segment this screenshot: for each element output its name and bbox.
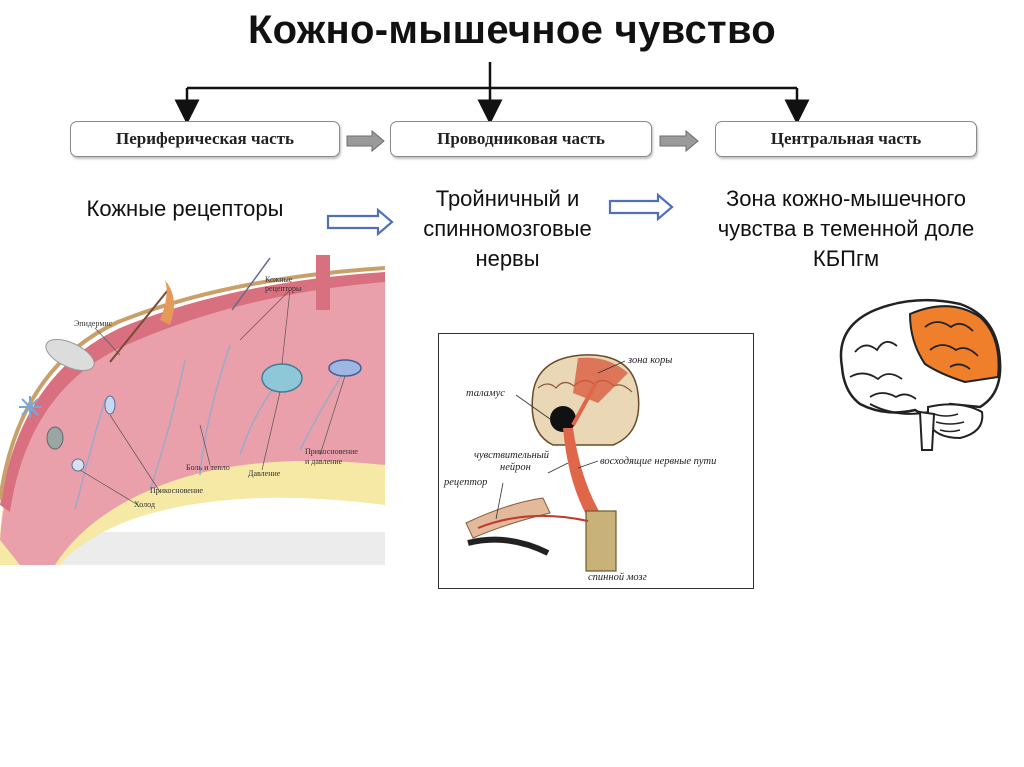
skin-receptors-illustration: [0, 250, 385, 565]
label-skin-receptors-2: рецепторы: [265, 284, 302, 293]
detail-central-line-3: КБПгм: [812, 246, 880, 271]
label-cold: Холод: [134, 500, 155, 509]
cerebellum: [928, 404, 982, 438]
detail-conductive: [385, 184, 630, 274]
diagram-title: Кожно-мышечное чувство: [247, 8, 777, 52]
label-skin-receptors-1: Кожные: [265, 275, 293, 284]
blue-arrow-1: [328, 210, 392, 234]
krause-bulb: [72, 459, 84, 471]
grey-arrow-2: [660, 131, 698, 151]
label-cortex-zone: зона коры: [628, 355, 673, 366]
label-sensory-neuron-2: нейрон: [500, 462, 531, 473]
label-thalamus: таламус: [466, 388, 505, 399]
label-pain-heat: Боль и тепло: [186, 463, 230, 472]
grey-arrow-1: [347, 131, 384, 151]
detail-peripheral: [40, 194, 330, 224]
stage-label-conductive: Проводниковая часть: [437, 129, 605, 148]
label-epidermis: Эпидермис: [74, 319, 113, 328]
detail-conductive-line-1: Тройничный и: [435, 186, 580, 211]
brain-parietal-illustration: [830, 292, 1005, 460]
label-touch-pressure-2: и давление: [305, 457, 343, 466]
spinal-cord: [586, 511, 616, 571]
detail-central-line-2: чувства в теменной доле: [717, 216, 975, 241]
pacinian-corpuscle: [262, 364, 302, 392]
snowflake: [19, 396, 41, 418]
label-receptor: рецептор: [444, 477, 488, 488]
stage-box-peripheral: [70, 121, 340, 157]
label-touch: Прикосновение: [150, 486, 203, 495]
brainstem: [920, 412, 934, 450]
detail-conductive-line-3: нервы: [475, 246, 540, 271]
stage-box-central: [715, 121, 977, 157]
neural-pathway-illustration: [438, 333, 754, 589]
label-sensory-neuron-1: чувствительный: [474, 450, 550, 461]
stage-label-peripheral: Периферическая часть: [116, 129, 294, 148]
detail-conductive-line-2: спинномозговые: [423, 216, 592, 241]
label-pressure: Давление: [248, 469, 281, 478]
detail-central: [676, 184, 1016, 274]
stone-stimulus: [47, 427, 63, 449]
ruffini-ending: [329, 360, 361, 376]
stage-label-central: Центральная часть: [770, 129, 922, 148]
label-touch-pressure-1: Прикосновение: [305, 447, 358, 456]
detail-central-line-1: Зона кожно-мышечного: [725, 186, 967, 211]
stage-box-conductive: [390, 121, 652, 157]
label-spinal-cord: спинной мозг: [588, 572, 647, 583]
detail-peripheral-line-1: Кожные рецепторы: [86, 196, 284, 221]
meissner-corpuscle: [105, 396, 115, 414]
vertical-vessel: [316, 255, 330, 310]
label-ascending-paths: восходящие нервные пути: [600, 456, 717, 467]
